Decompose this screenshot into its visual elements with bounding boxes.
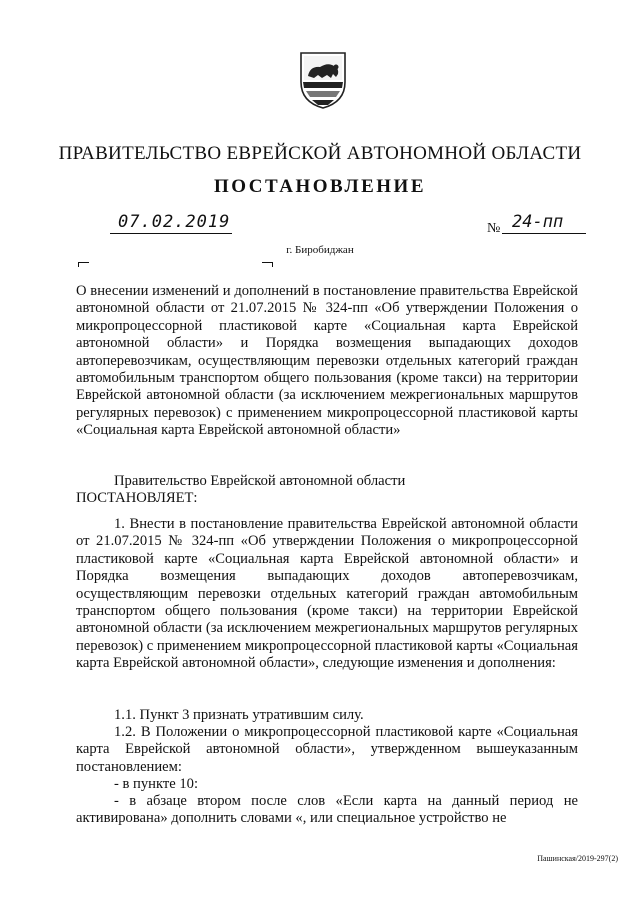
- clause-1-2: 1.2. В Положении о микропроцессорной пластиковой карте «Социальная карта Еврейской автономной области», утвержденном вышеуказанным постановлением:: [76, 724, 578, 775]
- subitem-paragraph-2: - в абзаце втором после слов «Если карта на данный период не активирована» дополнить словами «, или специальное устройство не: [76, 793, 578, 827]
- resolution-title: О внесении изменений и дополнений в постановление правительства Еврейской автономной области от 21.07.2015 № 324-пп «Об утверждении Положения о микропроцессорной пластиковой карте «Социальная карта Еврейской автономной области» и Порядка возмещения выпадающих доходов автоперевозчикам, осуществляющим перевозки отдельных категорий граждан автомобильным транспортом общего пользования (кроме такси) на территории Еврейской автономной области (за исключением межрегиональных маршрутов регулярных перевозок) с применением микропроцессорной пластиковой карты «Социальная карта Еврейской автономной области»: [76, 283, 578, 439]
- preamble-line-2: ПОСТАНОВЛЯЕТ:: [76, 490, 198, 506]
- document-type-title: ПОСТАНОВЛЕНИЕ: [213, 176, 427, 197]
- handwritten-number: 24-пп: [512, 212, 564, 232]
- clause-1: 1. Внести в постановление правительства Еврейской автономной области от 21.07.2015 № 324-пп «Об утверждении Положения о микропроцессорной пластиковой карте «Социальная карта Еврейской автономной области» и Порядка возмещения выпадающих доходов автоперевозчикам, осуществляющим перевозки отдельных категорий граждан автомобильным транспортом общего пользования (кроме такси) на территории Еврейской автономной области (за исключением межрегиональных маршрутов регулярных перевозок) с применением микропроцессорной пластиковой карты «Социальная карта Еврейской автономной области», следующие изменения и дополнения:: [76, 516, 578, 672]
- coat-of-arms-emblem-icon: [298, 50, 348, 110]
- city-name: г. Биробиджан: [286, 244, 354, 256]
- clause-1-1: 1.1. Пункт 3 признать утратившим силу.: [114, 707, 364, 723]
- subitem-point-10: - в пункте 10:: [114, 776, 199, 792]
- number-label: №: [487, 221, 501, 236]
- government-name: ПРАВИТЕЛЬСТВО ЕВРЕЙСКОЙ АВТОНОМНОЙ ОБЛАСТИ: [58, 143, 582, 164]
- document-footer-code: Пашинская/2019-297(2): [537, 854, 618, 863]
- title-bracket-left: [78, 262, 89, 267]
- handwritten-date: 07.02.2019: [118, 212, 231, 232]
- preamble-line-1: Правительство Еврейской автономной области: [114, 473, 406, 489]
- number-underline: [502, 233, 586, 234]
- date-underline: [110, 233, 232, 234]
- title-bracket-right: [262, 262, 273, 267]
